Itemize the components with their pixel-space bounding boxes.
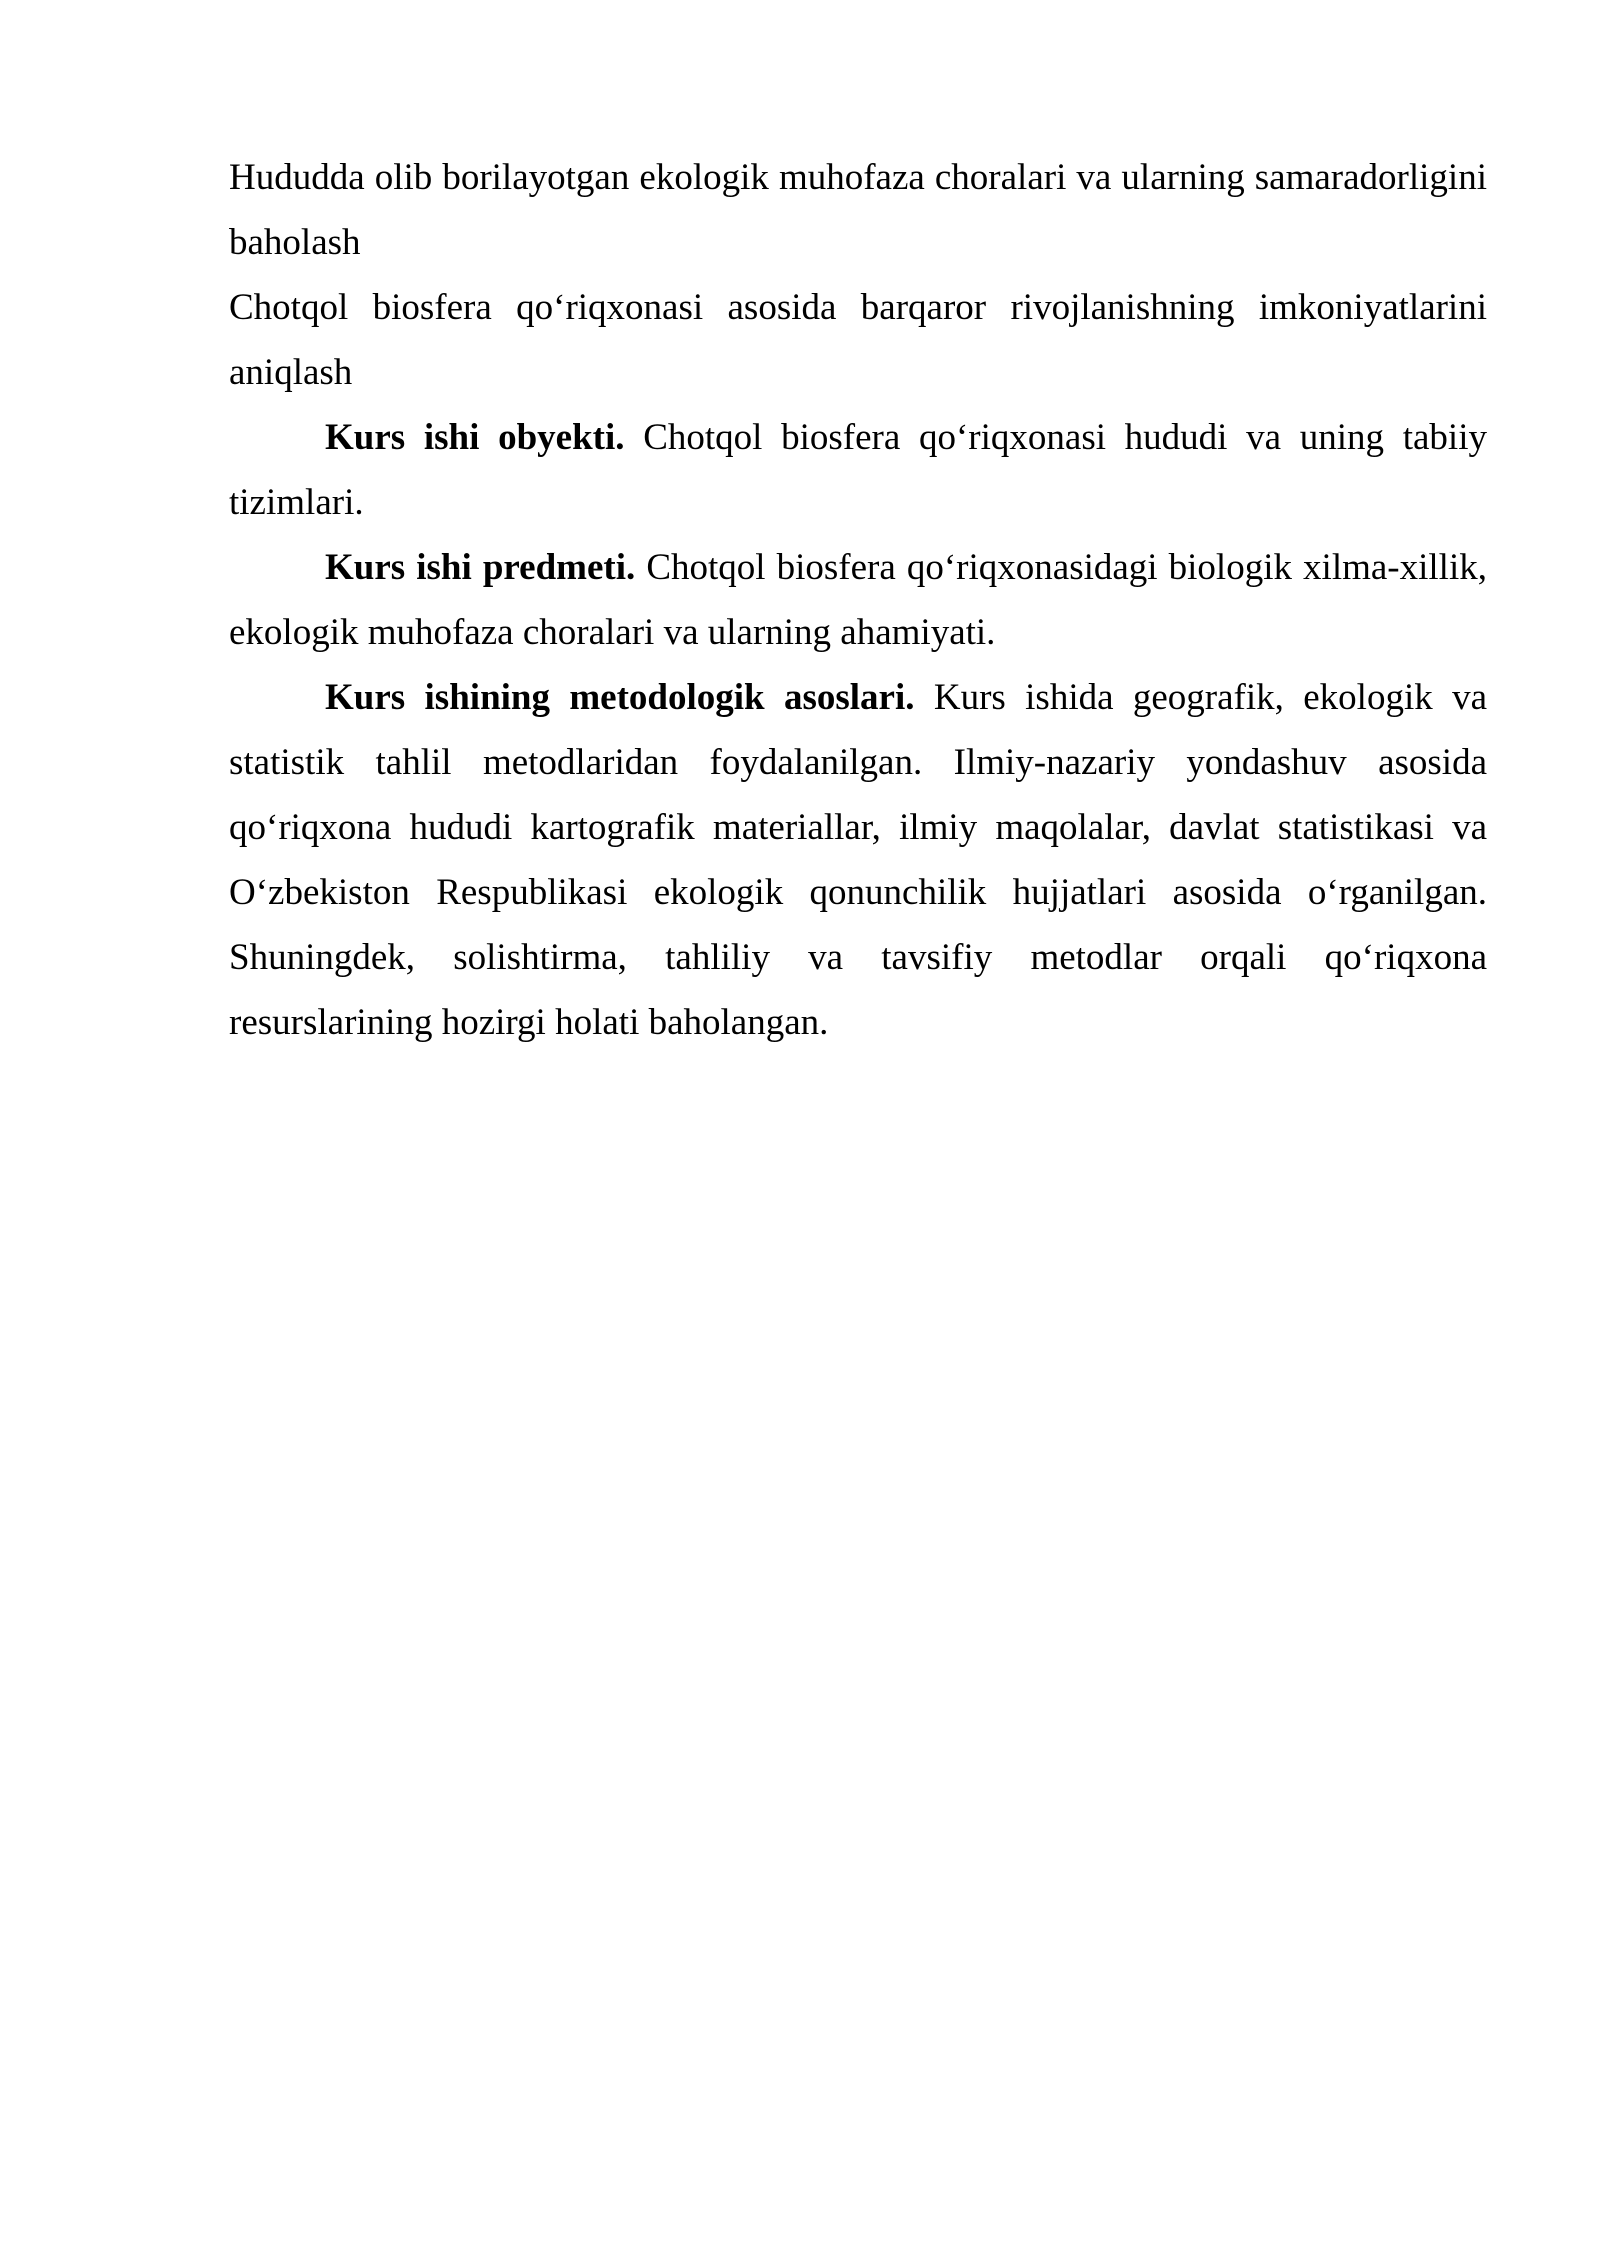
document-body (229, 145, 1487, 1055)
paragraph-heading: Kurs ishi predmeti. (325, 547, 636, 588)
paragraph-text: Chotqol biosfera qo‘riqxonasidagi biologik xilma-xillik, ekologik muhofaza choralari va ularning ahamiyati. (229, 547, 1487, 653)
paragraph-heading: Kurs ishi obyekti. (325, 417, 625, 458)
paragraph-methodology (229, 665, 1487, 1055)
paragraph-text: Chotqol biosfera qo‘riqxonasi hududi va uning tabiiy tizimlari. (229, 417, 1487, 523)
paragraph-text: Hududda olib borilayotgan ekologik muhofaza choralari va ularning samaradorligini baholash (229, 157, 1487, 263)
paragraph-research-subject (229, 535, 1487, 665)
paragraph-task-1 (229, 145, 1487, 275)
paragraph-task-2 (229, 275, 1487, 405)
paragraph-heading: Kurs ishining metodologik asoslari. (325, 677, 915, 718)
paragraph-text: Kurs ishida geografik, ekologik va statistik tahlil metodlaridan foydalanilgan. Ilmiy-nazariy yondashuv asosida qo‘riqxona hududi kartografik materiallar, ilmiy maqolalar, davlat statistikasi va O‘zbekiston Respublikasi ekologik qonunchilik hujjatlari asosida o‘rganilgan. Shuningdek, solishtirma, tahliliy va tavsifiy metodlar orqali qo‘riqxona resurslarining hozirgi holati baholangan. (229, 677, 1487, 1043)
paragraph-text: Chotqol biosfera qo‘riqxonasi asosida barqaror rivojlanishning imkoniyatlarini aniqlash (229, 287, 1487, 393)
paragraph-research-object (229, 405, 1487, 535)
